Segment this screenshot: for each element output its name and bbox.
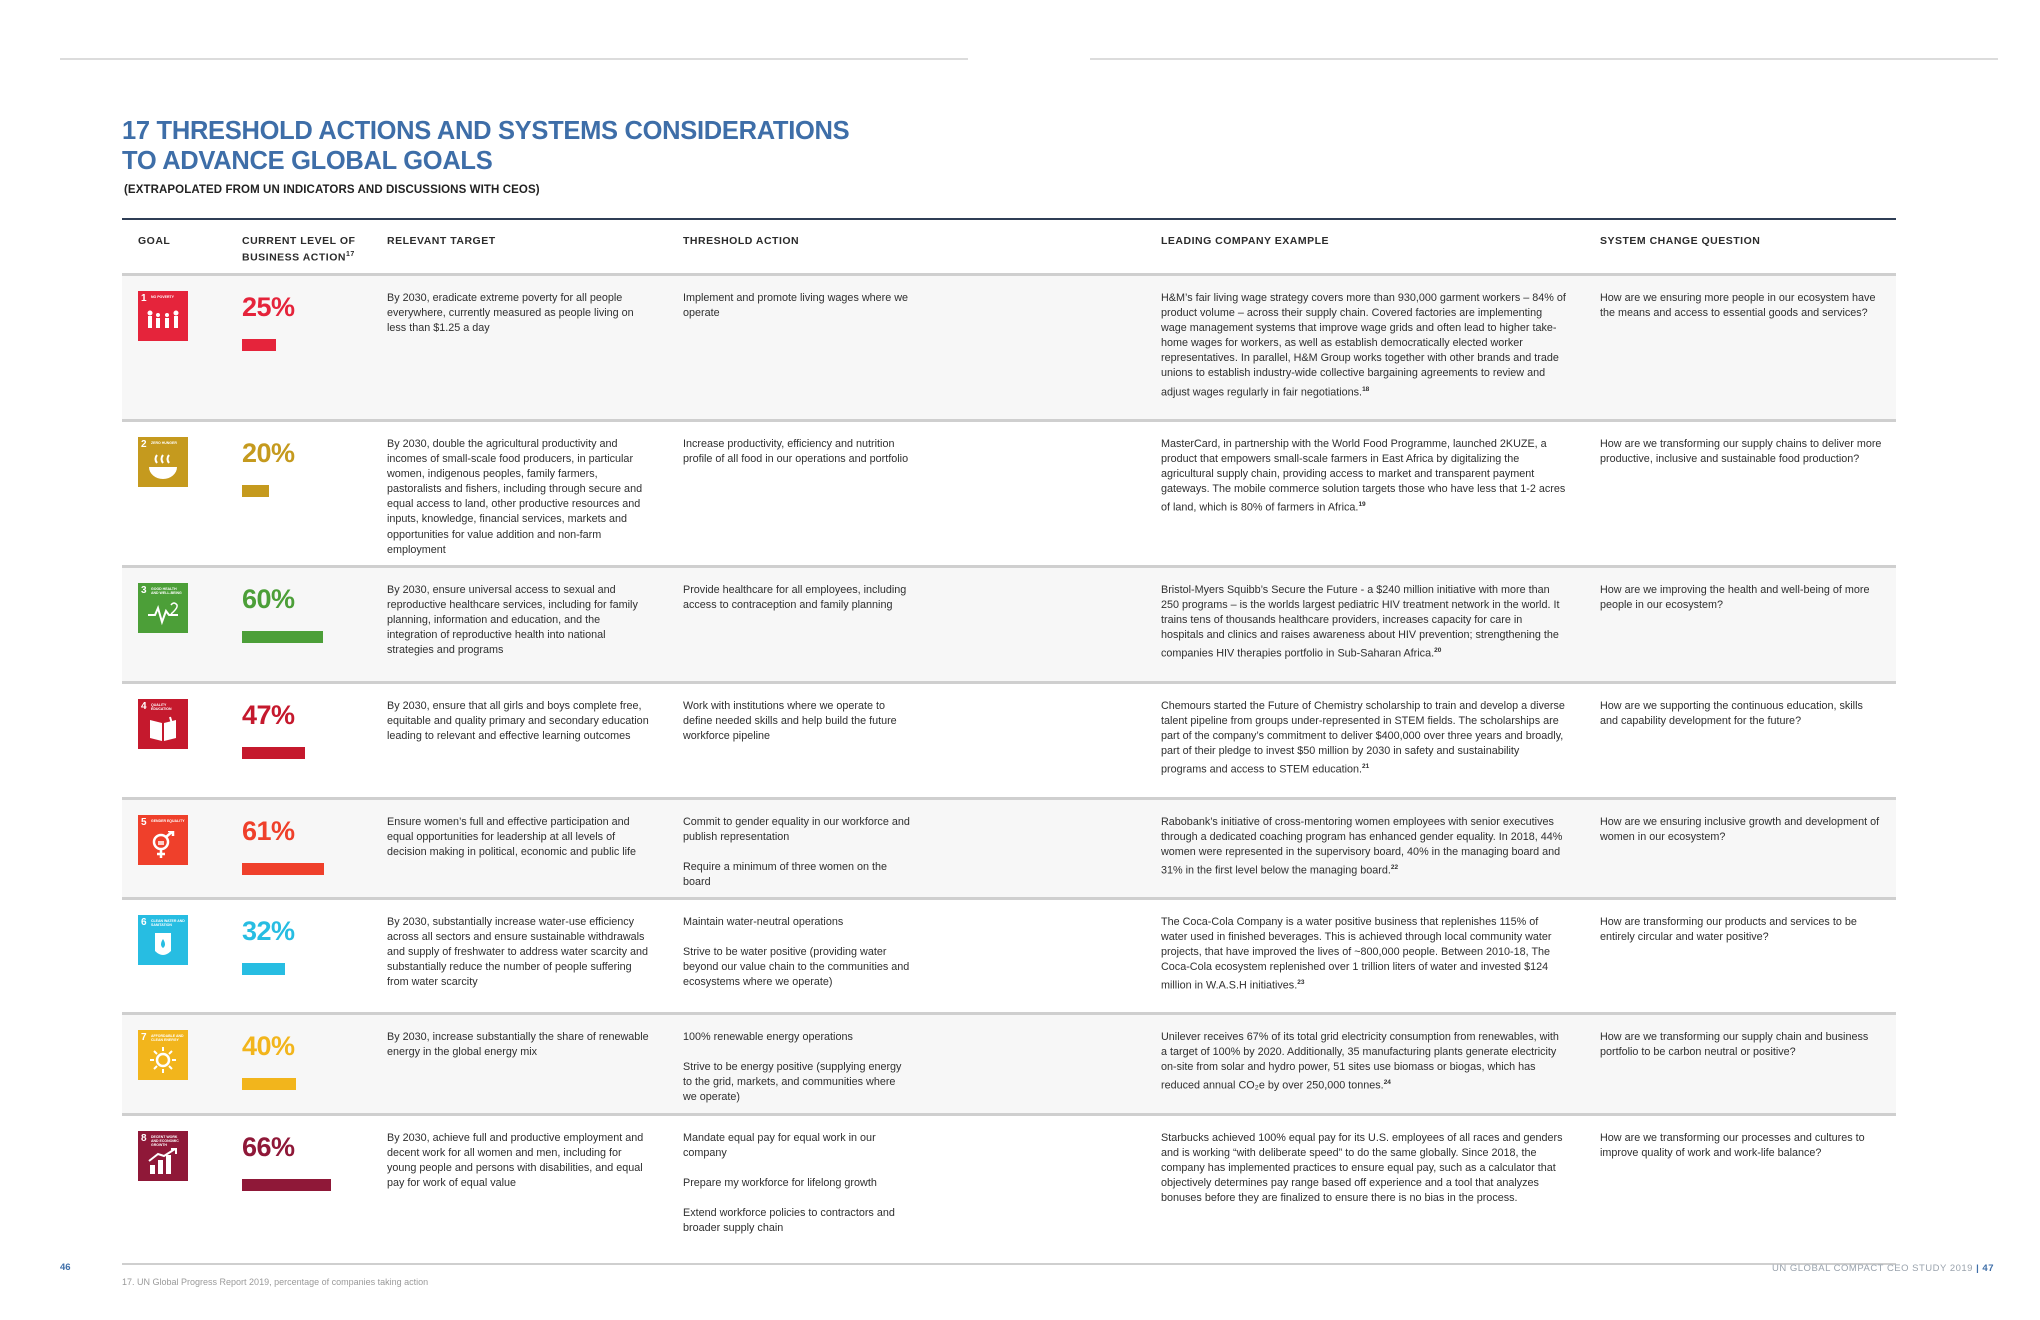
leading-company-example: [1161, 1030, 1567, 1094]
business-action-percent: 60%: [242, 584, 295, 614]
system-change-question: How are we transforming our supply chains to deliver more productive, inclusive and sustainable food production?: [1600, 438, 1882, 466]
system-change-question: How are transforming our products and services to be entirely circular and water positive?: [1600, 916, 1857, 944]
example-text: Rabobank’s initiative of cross-mentoring women employees with senior executives through a dedicated coaching program has enhanced gender equality. In 2018, 44% women were represented in the supervisory board, 40% in the managing board and 31% in the first level below the managing board.: [1161, 816, 1563, 877]
leading-company-example: [1161, 1131, 1567, 1206]
threshold-action-item: Require a minimum of three women on the board: [683, 861, 888, 889]
leading-company-example: [1161, 915, 1567, 994]
system-change-question: How are we improving the health and well-being of more people in our ecosystem?: [1600, 584, 1870, 612]
header-level: [242, 234, 355, 265]
threshold-action-item: Provide healthcare for all employees, including access to contraception and family planning: [683, 584, 907, 612]
relevant-target: By 2030, increase substantially the share of renewable energy in the global energy mix: [387, 1031, 649, 1059]
business-action-percent: 47%: [242, 700, 295, 730]
goals-table: [122, 218, 1896, 1251]
system-change-question: How are we transforming our supply chain and business portfolio to be carbon neutral or positive?: [1600, 1031, 1869, 1059]
goal-name: QUALITY EDUCATION: [151, 703, 172, 711]
business-action-bar: [242, 1078, 296, 1090]
goal-number: 8: [141, 1133, 147, 1144]
table-row: [122, 1012, 1896, 1113]
sdg-goal-badge: [138, 1030, 188, 1080]
example-footnote-ref: 24: [1383, 1079, 1391, 1087]
example-footnote-ref: 18: [1362, 385, 1370, 393]
header-level-note: 17: [345, 251, 355, 258]
top-rule-left: [60, 58, 968, 60]
relevant-target: By 2030, ensure universal access to sexual and reproductive healthcare services, including for family planning, information and education, and the integration of reproductive health into national strategies and programs: [387, 584, 638, 657]
sdg-goal-badge: [138, 1131, 188, 1181]
threshold-action: [683, 915, 911, 990]
page-subtitle: (EXTRAPOLATED FROM UN INDICATORS AND DISCUSSIONS WITH CEOS): [124, 184, 540, 196]
goal-number: 1: [141, 293, 147, 304]
page-number-right: 47: [1982, 1263, 1994, 1274]
sdg-goal-badge: [138, 815, 188, 865]
example-footnote-ref: 21: [1362, 763, 1370, 771]
example-footnote-ref: 23: [1297, 979, 1305, 987]
header-target: RELEVANT TARGET: [387, 235, 496, 247]
threshold-action-item: Commit to gender equality in our workforce and publish representation: [683, 816, 910, 844]
business-action-bar: [242, 863, 324, 875]
threshold-action: [683, 1131, 911, 1236]
sdg-goal-badge: [138, 583, 188, 633]
system-change-question: How are we supporting the continuous education, skills and capability development for the future?: [1600, 700, 1863, 728]
page-title: [122, 116, 1022, 176]
business-action-percent: 66%: [242, 1132, 295, 1162]
relevant-target: By 2030, eradicate extreme poverty for all people everywhere, currently measured as people living on less than $1.25 a day: [387, 292, 634, 335]
business-action-bar: [242, 485, 269, 497]
example-text: Starbucks achieved 100% equal pay for its U.S. employees of all races and genders and is working “with deliberate speed” to do the same globally. Since 2018, the company has implemented practices to ensure equal pay, such as a calculator that objectively determines pay range based off experience and a tool that analyzes bonuses before they are finalized to ensure there is no bias in the process.: [1161, 1132, 1563, 1205]
header-example: LEADING COMPANY EXAMPLE: [1161, 235, 1330, 247]
leading-company-example: [1161, 583, 1567, 662]
goal-number: 6: [141, 917, 147, 928]
goal-name: CLEAN WATER AND SANITATION: [151, 919, 185, 927]
sdg-goal-badge: [138, 915, 188, 965]
threshold-action-item: Work with institutions where we operate to define needed skills and help build the future workforce pipeline: [683, 700, 897, 743]
header-goal: GOAL: [138, 235, 171, 247]
page-footer-right: [1772, 1263, 1994, 1274]
goal-name: GENDER EQUALITY: [151, 819, 185, 823]
business-action-bar: [242, 631, 323, 643]
goal-number: 4: [141, 701, 147, 712]
threshold-action-item: Mandate equal pay for equal work in our company: [683, 1132, 876, 1160]
threshold-action-item: Strive to be water positive (providing water beyond our value chain to the communities and ecosystems where we operate): [683, 946, 910, 989]
business-action-bar: [242, 339, 276, 351]
business-action-percent: 61%: [242, 816, 295, 846]
goal-name: ZERO HUNGER: [151, 441, 177, 445]
threshold-action-item: Strive to be energy positive (supplying energy to the grid, markets, and communities where we operate): [683, 1061, 902, 1104]
leading-company-example: [1161, 291, 1567, 400]
example-text: The Coca-Cola Company is a water positive business that replenishes 115% of water used in finished beverages. This is achieved through local community water projects, that have improved the lives of ~800,000 people. Between 2010-18, The Coca-Cola ecosystem replenished over 1 trillion liters of water and invested $124 million in W.A.S.H initiatives.: [1161, 916, 1552, 992]
relevant-target: Ensure women’s full and effective participation and equal opportunities for leadership at all levels of decision making in political, economic and public life: [387, 816, 637, 859]
study-name: UN GLOBAL COMPACT CEO STUDY 2019: [1772, 1263, 1973, 1274]
business-action-percent: 40%: [242, 1031, 295, 1061]
title-line-1: 17 THRESHOLD ACTIONS AND SYSTEMS CONSIDERATIONS: [122, 117, 850, 145]
sdg-goal-badge: [138, 437, 188, 487]
system-change-question: How are we ensuring more people in our ecosystem have the means and access to essential goods and services?: [1600, 292, 1876, 320]
goal-name: DECENT WORK AND ECONOMIC GROWTH: [151, 1135, 179, 1147]
threshold-action: [683, 815, 911, 890]
leading-company-example: [1161, 815, 1567, 879]
table-row: [122, 419, 1896, 565]
header-level-line1: CURRENT LEVEL OF: [242, 235, 356, 247]
threshold-action-item: Increase productivity, efficiency and nutrition profile of all food in our operations and portfolio: [683, 438, 909, 466]
threshold-action-item: Implement and promote living wages where we operate: [683, 292, 909, 320]
threshold-action: [683, 1030, 911, 1105]
threshold-action: [683, 437, 911, 467]
example-footnote-ref: 19: [1358, 501, 1366, 509]
sdg-goal-badge: [138, 291, 188, 341]
header-level-line2: BUSINESS ACTION: [242, 251, 346, 264]
goal-name: AFFORDABLE AND CLEAN ENERGY: [151, 1034, 184, 1042]
system-change-question: How are we transforming our processes and cultures to improve quality of work and work-life balance?: [1600, 1132, 1865, 1160]
leading-company-example: [1161, 699, 1567, 778]
example-footnote-ref: 22: [1390, 864, 1399, 872]
example-footnote-ref: 20: [1434, 647, 1442, 655]
table-row: [122, 1113, 1896, 1251]
threshold-action: [683, 699, 911, 744]
goal-number: 2: [141, 439, 147, 450]
system-change-question: How are we ensuring inclusive growth and development of women in our ecosystem?: [1600, 816, 1880, 844]
table-row: [122, 681, 1896, 797]
relevant-target: By 2030, ensure that all girls and boys complete free, equitable and quality primary and secondary education leading to relevant and effective learning outcomes: [387, 700, 649, 743]
business-action-percent: 25%: [242, 292, 295, 322]
table-row: [122, 273, 1896, 419]
relevant-target: By 2030, substantially increase water-use efficiency across all sectors and ensure sustainable withdrawals and supply of freshwater to address water scarcity and substantially reduce the number of people suffering from water scarcity: [387, 916, 649, 989]
threshold-action: [683, 583, 911, 613]
bottom-rule: [122, 1263, 1896, 1265]
relevant-target: By 2030, achieve full and productive employment and decent work for all women and men, including for young people and persons with disabilities, and equal pay for work of equal value: [387, 1132, 644, 1190]
table-row: [122, 797, 1896, 897]
example-text: H&M’s fair living wage strategy covers more than 930,000 garment workers – 84% of product volume – across their supply chain. Covered factories are implementing wage management systems that improve wage grids and often lead to higher take-home wages for workers, as well as establish democratically elected worker representatives. In parallel, H&M Group works together with other brands and trade unions to establish industry-wide collective bargaining agreements to review and adjust wages regularly in fair negotiations.: [1161, 292, 1566, 399]
threshold-action-item: Maintain water-neutral operations: [683, 916, 844, 928]
sdg-goal-badge: [138, 699, 188, 749]
business-action-bar: [242, 1179, 331, 1191]
table-header: [122, 218, 1896, 273]
threshold-action-item: 100% renewable energy operations: [683, 1031, 853, 1043]
table-row: [122, 565, 1896, 681]
goal-number: 3: [141, 585, 147, 596]
goal-number: 5: [141, 817, 147, 828]
threshold-action-item: Prepare my workforce for lifelong growth: [683, 1177, 877, 1190]
threshold-action-item: Extend workforce policies to contractors and broader supply chain: [683, 1207, 895, 1235]
example-text: Bristol-Myers Squibb’s Secure the Future - a $240 million initiative with more than 250 programs – is the worlds largest pediatric HIV treatment network in the world. It trains tens of thousands healthcare providers, increases capacity for care in hospitals and clinics and raises awareness about HIV prevention; strengthening the companies HIV therapies portfolio in Sub-Saharan Africa.: [1161, 584, 1560, 660]
table-row: [122, 897, 1896, 1012]
threshold-action: [683, 291, 911, 321]
business-action-percent: 32%: [242, 916, 295, 946]
business-action-percent: 20%: [242, 438, 295, 468]
title-line-2: TO ADVANCE GLOBAL GOALS: [122, 147, 493, 175]
page-number-left: 46: [60, 1262, 71, 1273]
goal-name: NO POVERTY: [151, 295, 174, 299]
business-action-bar: [242, 747, 305, 759]
goal-number: 7: [141, 1032, 147, 1043]
footnote: 17. UN Global Progress Report 2019, percentage of companies taking action: [122, 1277, 429, 1287]
table-body: [122, 273, 1896, 1251]
example-text: MasterCard, in partnership with the World Food Programme, launched 2KUZE, a product that empowers small-scale farmers in East Africa by digitalizing the agricultural supply chain, providing access to market and transparent payment gateways. The mobile commerce solution targets those who have less that 1-2 acres of land, which is 80% of farmers in Africa.: [1161, 438, 1566, 514]
business-action-bar: [242, 963, 285, 975]
top-rule-right: [1090, 58, 1998, 60]
example-text: Chemours started the Future of Chemistry scholarship to train and develop a diverse talent pipeline from groups under-represented in STEM fields. The scholarships are part of the company’s commitment to deliver $400,000 over three years and broadly, part of their pledge to invest $50 million by 2030 in safety and sustainability programs and access to STEM education.: [1161, 700, 1565, 776]
relevant-target: By 2030, double the agricultural productivity and incomes of small-scale food producers, in particular women, indigenous peoples, family farmers, pastoralists and fishers, including through secure and equal access to land, other productive resources and inputs, knowledge, financial services, markets and opportunities for value addition and non-farm employment: [387, 438, 643, 556]
example-text: Unilever receives 67% of its total grid electricity consumption from renewables, with a target of 100% by 2020. Additionally, 35 manufacturing plants generate electricity on-site from solar and hydro power, 51 sites use biomass or biogas, which has reduced annual CO₂e by over 250,000 tonnes.: [1161, 1031, 1559, 1092]
header-question: SYSTEM CHANGE QUESTION: [1600, 235, 1761, 247]
footer-separator: |: [1976, 1263, 1980, 1274]
goal-name: GOOD HEALTH AND WELL-BEING: [151, 587, 182, 595]
leading-company-example: [1161, 437, 1567, 516]
header-action: THRESHOLD ACTION: [683, 235, 800, 247]
